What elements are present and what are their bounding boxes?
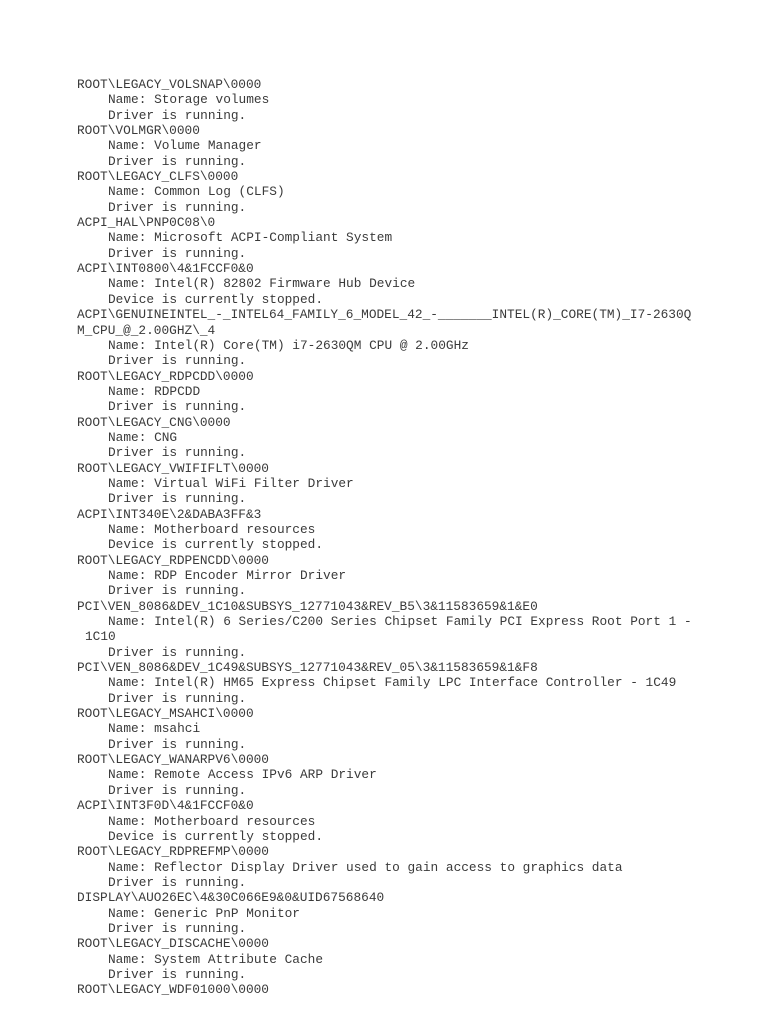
device-status: Driver is running. [108,107,247,123]
device-status: Driver is running. [108,874,247,890]
device-instance-id: PCI\VEN_8086&DEV_1C49&SUBSYS_12771043&REV_05\3&11583659&1&F8 [77,660,538,676]
device-status: Driver is running. [108,966,247,982]
device-status: Device is currently stopped. [108,291,324,307]
device-status: Driver is running. [108,583,247,599]
device-name: Name: RDPCDD [108,383,201,399]
device-name: Name: msahci [108,721,201,737]
device-instance-id: DISPLAY\AUO26EC\4&30C066E9&0&UID67568640 [77,890,385,906]
device-name: Name: CNG [108,429,178,445]
device-status: Driver is running. [108,245,247,261]
device-instance-id: ROOT\LEGACY_MSAHCI\0000 [77,706,254,722]
device-instance-id: ROOT\LEGACY_RDPCDD\0000 [77,368,254,384]
device-status: Device is currently stopped. [108,537,324,553]
device-status: Driver is running. [108,644,247,660]
device-name-continued: 1C10 [85,629,116,645]
device-name: Name: Intel(R) 82802 Firmware Hub Device [108,276,416,292]
device-instance-id: ROOT\LEGACY_DISCACHE\0000 [77,936,269,952]
device-name: Name: Intel(R) 6 Series/C200 Series Chipset Family PCI Express Root Port 1 - [108,614,692,630]
device-name: Name: Generic PnP Monitor [108,905,300,921]
device-status: Device is currently stopped. [108,828,324,844]
device-name: Name: Reflector Display Driver used to gain access to graphics data [108,859,623,875]
device-name: Name: Virtual WiFi Filter Driver [108,475,354,491]
device-instance-id: ROOT\LEGACY_RDPREFMP\0000 [77,844,269,860]
device-name: Name: Intel(R) Core(TM) i7-2630QM CPU @ 2.00GHz [108,337,469,353]
device-name: Name: System Attribute Cache [108,951,324,967]
device-instance-id: ROOT\LEGACY_VOLSNAP\0000 [77,77,262,92]
device-name: Name: RDP Encoder Mirror Driver [108,568,347,583]
device-name: Name: Microsoft ACPI-Compliant System [108,230,393,246]
device-status: Driver is running. [108,782,247,798]
device-instance-id-continued: M_CPU_@_2.00GHZ\_4 [77,322,216,338]
device-name: Name: Remote Access IPv6 ARP Driver [108,767,377,783]
device-status: Driver is running. [108,153,247,169]
device-status: Driver is running. [108,399,247,415]
device-status: Driver is running. [108,353,247,369]
device-instance-id: ROOT\LEGACY_CNG\0000 [77,414,231,430]
device-instance-id: ROOT\LEGACY_VWIFIFLT\0000 [77,460,269,476]
device-instance-id: ACPI\INT340E\2&DABA3FF&3 [77,506,262,522]
device-status: Driver is running. [108,445,247,461]
device-name: Name: Intel(R) HM65 Express Chipset Family LPC Interface Controller - 1C49 [108,675,677,691]
device-instance-id: ROOT\LEGACY_WDF01000\0000 [77,982,269,998]
device-name: Name: Storage volumes [108,92,270,108]
device-status: Driver is running. [108,199,247,215]
device-instance-id: ACPI\GENUINEINTEL_-_INTEL64_FAMILY_6_MODEL_42_-_______INTEL(R)_CORE(TM)_I7-2630Q [77,307,692,323]
device-status: Driver is running. [108,491,247,507]
device-instance-id: ROOT\LEGACY_RDPENCDD\0000 [77,552,269,568]
device-instance-id: ROOT\LEGACY_CLFS\0000 [77,169,239,185]
device-instance-id: ACPI_HAL\PNP0C08\0 [77,215,216,231]
device-status: Driver is running. [108,690,247,706]
device-driver-listing [77,77,717,998]
device-name: Name: Volume Manager [108,138,262,154]
device-instance-id: ACPI\INT0800\4&1FCCF0&0 [77,261,254,277]
device-status: Driver is running. [108,920,247,936]
device-instance-id: PCI\VEN_8086&DEV_1C10&SUBSYS_12771043&REV_B5\3&11583659&1&E0 [77,598,538,614]
device-name: Name: Motherboard resources [108,521,316,537]
device-status: Driver is running. [108,736,247,752]
device-name: Name: Common Log (CLFS) [108,184,285,200]
device-instance-id: ROOT\LEGACY_WANARPV6\0000 [77,752,269,768]
device-name: Name: Motherboard resources [108,813,316,829]
device-instance-id: ACPI\INT3F0D\4&1FCCF0&0 [77,798,254,814]
device-instance-id: ROOT\VOLMGR\0000 [77,123,200,139]
